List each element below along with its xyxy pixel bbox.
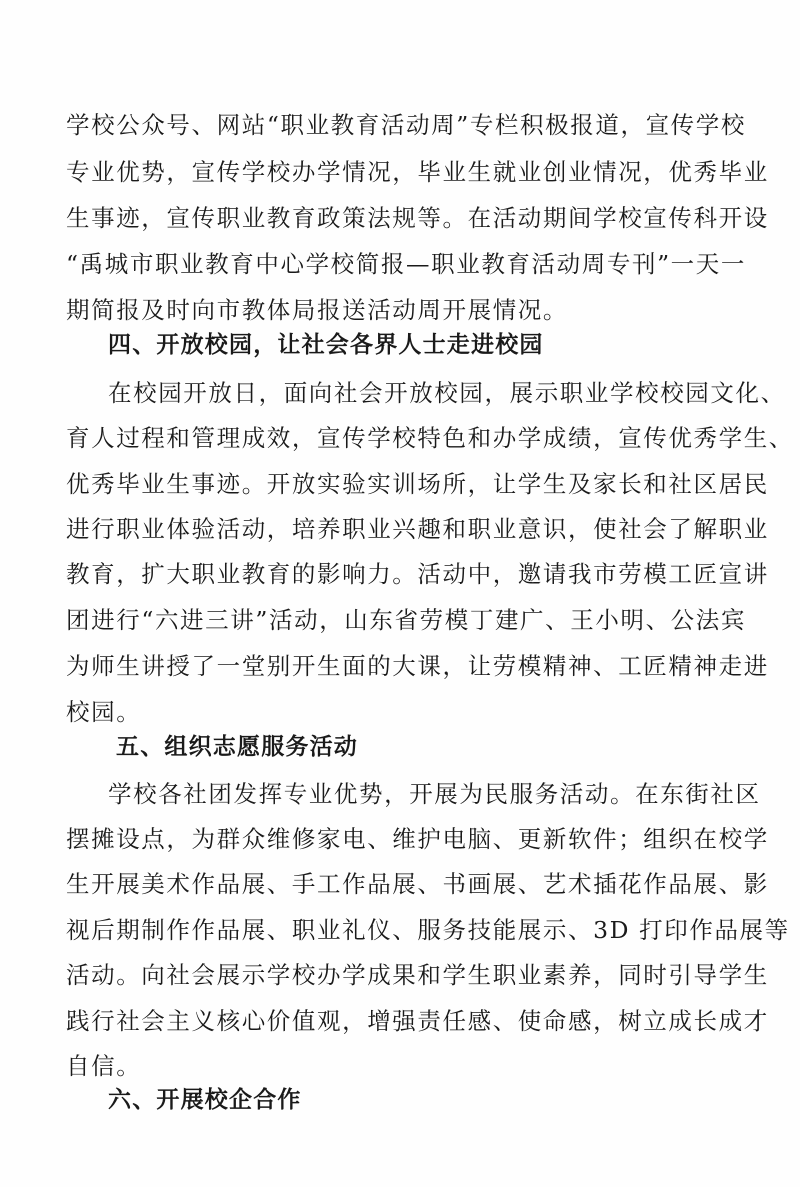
paragraph-line: 视后期制作作品展、职业礼仪、服务技能展示、3D 打印作品展等 [66, 916, 790, 944]
paragraph-line: 进行职业体验活动，培养职业兴趣和职业意识，使社会了解职业 [66, 515, 769, 543]
paragraph-line: “禹城市职业教育中心学校简报—职业教育活动周专刊”一天一 [66, 250, 746, 278]
paragraph-line: 教育，扩大职业教育的影响力。活动中，邀请我市劳模工匠宣讲 [66, 560, 769, 588]
paragraph-line: 期简报及时向市教体局报送活动周开展情况。 [66, 296, 568, 324]
paragraph-line: 生事迹，宣传职业教育政策法规等。在活动期间学校宣传科开设 [66, 204, 769, 232]
paragraph-line: 践行社会主义核心价值观，增强责任感、使命感，树立成长成才 [66, 1007, 769, 1035]
paragraph-line: 活动。向社会展示学校办学成果和学生职业素养，同时引导学生 [66, 961, 769, 989]
section-heading: 六、开展校企合作 [108, 1087, 302, 1113]
section-heading: 五、组织志愿服务活动 [116, 734, 358, 760]
paragraph-line: 为师生讲授了一堂别开生面的大课，让劳模精神、工匠精神走进 [66, 652, 769, 680]
paragraph-line: 在校园开放日，面向社会开放校园，展示职业学校校园文化、 [108, 379, 786, 407]
paragraph-line: 专业优势，宣传学校办学情况，毕业生就业创业情况，优秀毕业 [66, 158, 769, 186]
paragraph-line: 育人过程和管理成效，宣传学校特色和办学成绩，宣传优秀学生、 [66, 424, 794, 452]
paragraph-line: 优秀毕业生事迹。开放实验实训场所，让学生及家长和社区居民 [66, 470, 769, 498]
paragraph-line: 摆摊设点，为群众维修家电、维护电脑、更新软件；组织在校学 [66, 825, 769, 853]
paragraph-line: 校园。 [66, 698, 142, 726]
paragraph-line: 学校各社团发挥专业优势，开展为民服务活动。在东街社区 [108, 780, 761, 808]
section-heading: 四、开放校园，让社会各界人士走进校园 [108, 332, 544, 358]
paragraph-line: 团进行“六进三讲”活动，山东省劳模丁建广、王小明、公法宾 [66, 606, 746, 634]
paragraph-line: 生开展美术作品展、手工作品展、书画展、艺术插花作品展、影 [66, 870, 769, 898]
paragraph-line: 学校公众号、网站“职业教育活动周”专栏积极报道，宣传学校 [66, 111, 746, 139]
paragraph-line: 自信。 [66, 1052, 142, 1080]
